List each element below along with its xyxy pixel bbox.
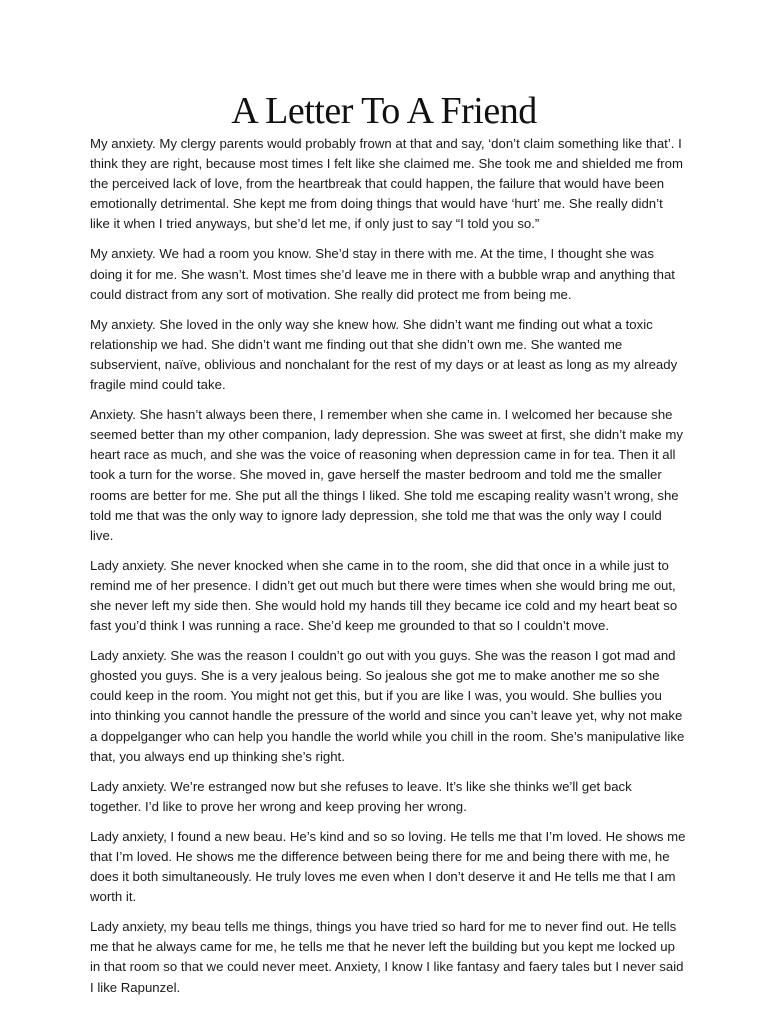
paragraph-3: My anxiety. She loved in the only way she knew how. She didn’t want me finding out what a toxic relationship we had. She didn’t want me finding out that she didn’t own me. She wanted me subservient, naïve, oblivious and nonchalant for the rest of my days or at least as long as my already fragile mind could take. xyxy=(90,316,678,393)
paragraph-8: Lady anxiety, I found a new beau. He’s kind and so so loving. He tells me that I’m loved. He shows me that I’m loved. He shows me the difference between being there for me and being there with me, he does it both simultaneously. He truly loves me even when I don’t deserve it and He tells me that I am worth it. xyxy=(90,828,686,905)
paragraph-5: Lady anxiety. She never knocked when she came in to the room, she did that once in a while just to remind me of her presence. I didn’t get out much but there were times when she would bring me out, she never left my side then. She would hold my hands till they became ice cold and my heart beat so fast you’d think I was running a race. She’d keep me grounded to that so I couldn’t move. xyxy=(90,557,678,634)
paragraph-7: Lady anxiety. We’re estranged now but she refuses to leave. It’s like she thinks we’ll get back together. I’d like to prove her wrong and keep proving her wrong. xyxy=(90,778,632,814)
paragraph-4: Anxiety. She hasn’t always been there, I remember when she came in. I welcomed her because she seemed better than my other companion, lady depression. She was sweet at first, she didn’t make my heart race as much, and she was the voice of reasoning when depression came in for tea. Then it all took a turn for the worse. She moved in, gave herself the master bedroom and told me the smaller rooms are better for me. She put all the things I liked. She told me escaping reality wasn’t wrong, she told me that was the only way to ignore lady depression, she told me that was the only way I could live. xyxy=(90,407,683,543)
document-body xyxy=(90,134,686,1008)
paragraph-2: My anxiety. We had a room you know. She’d stay in there with me. At the time, I thought she was doing it for me. She wasn’t. Most times she’d leave me in there with a bubble wrap and anything that could distract from any sort of motivation. She really did protect me from being me. xyxy=(90,246,675,302)
paragraph-9: Lady anxiety, my beau tells me things, things you have tried so hard for me to never find out. He tells me that he always came for me, he tells me that he never left the building but you kept me locked up in that room so that we could never meet. Anxiety, I know I like fantasy and faery tales but I never said I like Rapunzel. xyxy=(90,919,684,995)
document-title: A Letter To A Friend xyxy=(231,90,537,132)
paragraph-1: My anxiety. My clergy parents would probably frown at that and say, ‘don’t claim something like that’. I think they are right, because most times I felt like she claimed me. She took me and shielded me from the perceived lack of love, from the heartbreak that could happen, the failure that would have been emotionally detrimental. She kept me from doing things that would have ‘hurt’ me. She really didn’t like it when I tried anyways, but she’d let me, if only just to say “I told you so.” xyxy=(90,136,683,232)
paragraph-6: Lady anxiety. She was the reason I couldn’t go out with you guys. She was the reason I got mad and ghosted you guys. She is a very jealous being. So jealous she got me to make another me so she could keep in the room. You might not get this, but if you are like I was, you would. She bullies you into thinking you cannot handle the pressure of the world and since you can’t leave yet, why not make a doppelganger who can help you handle the world while you chill in the room. She’s manipulative like that, you always end up thinking she’s right. xyxy=(90,648,685,764)
